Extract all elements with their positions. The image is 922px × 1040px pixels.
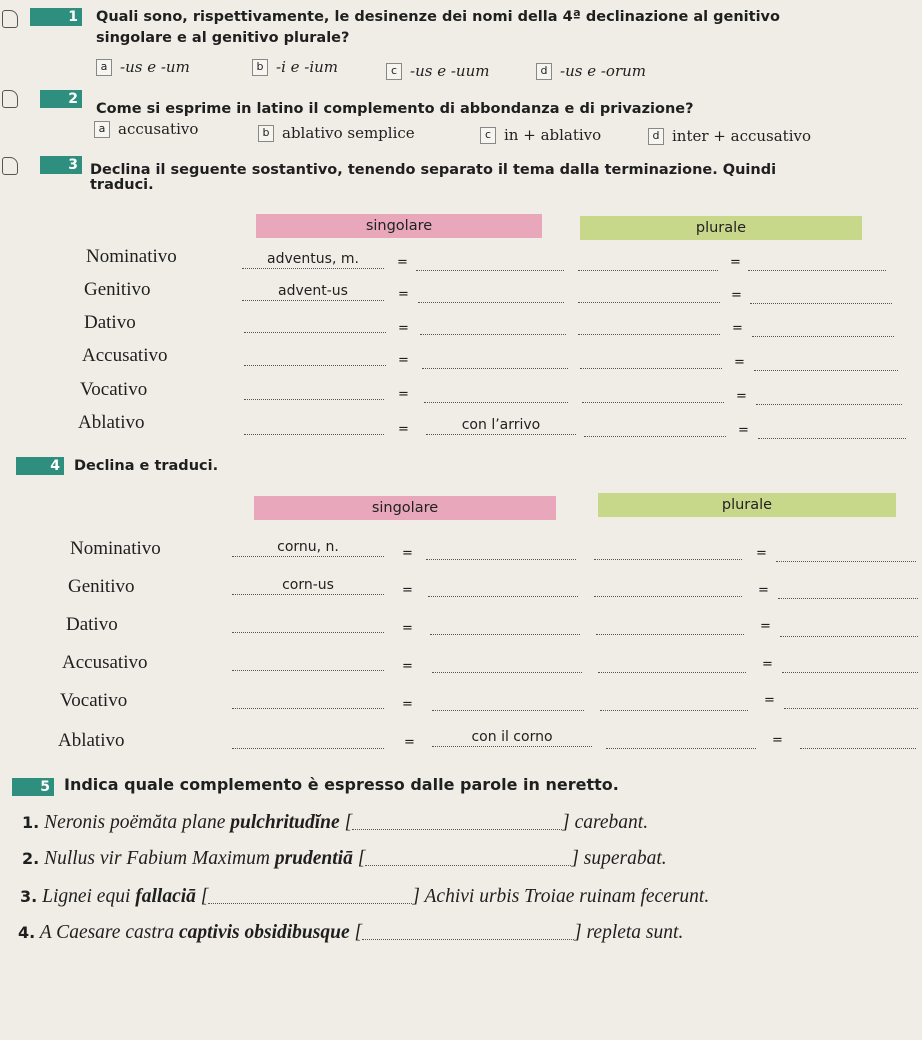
- q2-option-a[interactable]: a accusativo: [94, 120, 198, 138]
- q4-nominativo-translation[interactable]: [426, 541, 576, 560]
- q4-genitivo-plural-latin[interactable]: [594, 578, 742, 597]
- q3-dativo-translation[interactable]: [420, 316, 566, 335]
- q2-option-b[interactable]: b ablativo semplice: [258, 124, 415, 142]
- q3-accusativo-plural-translation[interactable]: [754, 352, 898, 371]
- question-number-3: 3: [40, 156, 82, 174]
- q4-vocativo-translation[interactable]: [432, 692, 584, 711]
- q4-dativo-equals: =: [402, 621, 413, 636]
- question-number-2: 2: [40, 90, 82, 108]
- q3-vocativo-plural-equals: =: [736, 389, 747, 404]
- q4-accusativo-plural-translation[interactable]: [782, 654, 918, 673]
- q4-ablativo-plural-latin[interactable]: [606, 730, 756, 749]
- q1-option-c[interactable]: c -us e -uum: [386, 62, 489, 80]
- q4-case-ablativo: Ablativo: [58, 730, 125, 751]
- q3-accusativo-equals: =: [398, 353, 409, 368]
- q3-case-dativo: Dativo: [84, 312, 136, 333]
- q3-nominativo-latin[interactable]: adventus, m.: [242, 250, 384, 269]
- question-number-1: 1: [30, 8, 82, 26]
- q3-nominativo-translation[interactable]: [416, 252, 564, 271]
- q3-accusativo-translation[interactable]: [422, 350, 568, 369]
- q5-sentence-1: 1. Neronis poëmăta plane pulchritudĭne [ ] carebant.: [22, 812, 649, 833]
- q4-dativo-plural-latin[interactable]: [596, 616, 744, 635]
- question-3-text-line2: traduci.: [90, 177, 154, 193]
- q3-dativo-plural-latin[interactable]: [578, 316, 720, 335]
- q3-case-accusativo: Accusativo: [82, 345, 168, 366]
- q3-ablativo-equals: =: [398, 422, 409, 437]
- q4-case-accusativo: Accusativo: [62, 652, 148, 673]
- q4-ablativo-plural-equals: =: [772, 733, 783, 748]
- q4-genitivo-equals: =: [402, 583, 413, 598]
- q5-answer-2[interactable]: [365, 849, 571, 866]
- question-3-text-line1: Declina il seguente sostantivo, tenendo separato il tema dalla terminazione. Quindi: [90, 162, 777, 178]
- q3-genitivo-equals: =: [398, 287, 409, 302]
- q3-ablativo-translation[interactable]: con l’arrivo: [426, 416, 576, 435]
- q3-ablativo-plural-translation[interactable]: [758, 420, 906, 439]
- q3-case-ablativo: Ablativo: [78, 412, 145, 433]
- q4-genitivo-translation[interactable]: [428, 578, 578, 597]
- q3-genitivo-plural-translation[interactable]: [750, 285, 892, 304]
- q3-case-nominativo: Nominativo: [86, 246, 177, 267]
- q4-nominativo-plural-equals: =: [756, 546, 767, 561]
- q3-vocativo-plural-translation[interactable]: [756, 386, 902, 405]
- q4-accusativo-equals: =: [402, 659, 413, 674]
- q4-ablativo-plural-translation[interactable]: [800, 730, 916, 749]
- q3-ablativo-plural-latin[interactable]: [584, 418, 726, 437]
- question-number-5: 5: [12, 778, 54, 796]
- q4-vocativo-equals: =: [402, 697, 413, 712]
- q4-singular-header: singolare: [254, 496, 556, 520]
- q4-nominativo-plural-latin[interactable]: [594, 541, 742, 560]
- question-4-text: Declina e traduci.: [74, 458, 219, 474]
- question-1-text-line2: singolare e al genitivo plurale?: [96, 30, 350, 46]
- q3-nominativo-plural-equals: =: [730, 255, 741, 270]
- q4-plural-header: plurale: [598, 493, 896, 517]
- q4-case-genitivo: Genitivo: [68, 576, 135, 597]
- q3-accusativo-plural-latin[interactable]: [580, 350, 722, 369]
- q4-dativo-plural-translation[interactable]: [780, 618, 918, 637]
- q3-vocativo-latin[interactable]: [244, 381, 384, 400]
- q4-accusativo-latin[interactable]: [232, 652, 384, 671]
- q3-case-vocativo: Vocativo: [80, 379, 148, 400]
- q3-nominativo-plural-latin[interactable]: [578, 252, 718, 271]
- q4-ablativo-latin[interactable]: [232, 730, 384, 749]
- q4-genitivo-plural-translation[interactable]: [778, 580, 918, 599]
- question-number-4: 4: [16, 457, 64, 475]
- q3-genitivo-plural-equals: =: [731, 288, 742, 303]
- question-1-text-line1: Quali sono, rispettivamente, le desinenze dei nomi della 4ª declinazione al genitivo: [96, 9, 780, 25]
- q5-sentence-2: 2. Nullus vir Fabium Maximum prudentiā [ ] superabat.: [22, 848, 667, 869]
- q3-genitivo-translation[interactable]: [418, 284, 564, 303]
- q3-dativo-latin[interactable]: [244, 314, 386, 333]
- q5-answer-1[interactable]: [352, 813, 562, 830]
- q4-nominativo-plural-translation[interactable]: [776, 543, 916, 562]
- q4-dativo-translation[interactable]: [430, 616, 580, 635]
- exercise-icon: [2, 157, 18, 175]
- q3-vocativo-equals: =: [398, 387, 409, 402]
- q3-accusativo-latin[interactable]: [244, 347, 386, 366]
- q4-nominativo-equals: =: [402, 546, 413, 561]
- q4-nominativo-latin[interactable]: cornu, n.: [232, 538, 384, 557]
- q4-ablativo-equals: =: [404, 735, 415, 750]
- q3-dativo-equals: =: [398, 321, 409, 336]
- q3-singular-header: singolare: [256, 214, 542, 238]
- exercise-icon: [2, 90, 18, 108]
- q4-vocativo-plural-translation[interactable]: [784, 690, 918, 709]
- question-2-text: Come si esprime in latino il complemento di abbondanza e di privazione?: [96, 101, 694, 117]
- q4-vocativo-plural-latin[interactable]: [600, 692, 748, 711]
- q4-genitivo-latin[interactable]: corn-us: [232, 576, 384, 595]
- q1-option-d[interactable]: d -us e -orum: [536, 62, 646, 80]
- q4-accusativo-translation[interactable]: [432, 654, 582, 673]
- q3-dativo-plural-translation[interactable]: [752, 318, 894, 337]
- q5-answer-3[interactable]: [208, 887, 412, 904]
- q2-option-c[interactable]: c in + ablativo: [480, 126, 601, 144]
- q3-genitivo-latin[interactable]: advent-us: [242, 282, 384, 301]
- q4-dativo-latin[interactable]: [232, 614, 384, 633]
- q4-ablativo-translation[interactable]: con il corno: [432, 728, 592, 747]
- q3-ablativo-latin[interactable]: [244, 416, 384, 435]
- q3-ablativo-plural-equals: =: [738, 423, 749, 438]
- q3-dativo-plural-equals: =: [732, 321, 743, 336]
- q4-accusativo-plural-equals: =: [762, 657, 773, 672]
- q4-accusativo-plural-latin[interactable]: [598, 654, 746, 673]
- q4-dativo-plural-equals: =: [760, 619, 771, 634]
- q5-sentence-3: 3. Lignei equi fallaciā [ ] Achivi urbis Troiae ruinam fecerunt.: [20, 886, 710, 907]
- question-5-text: Indica quale complemento è espresso dalle parole in neretto.: [64, 775, 619, 794]
- q4-case-dativo: Dativo: [66, 614, 118, 635]
- q4-vocativo-plural-equals: =: [764, 693, 775, 708]
- exercise-icon: [2, 10, 18, 28]
- q3-plural-header: plurale: [580, 216, 862, 240]
- q3-vocativo-plural-latin[interactable]: [582, 384, 724, 403]
- q2-option-d[interactable]: d inter + accusativo: [648, 127, 811, 145]
- q3-accusativo-plural-equals: =: [734, 355, 745, 370]
- q4-case-vocativo: Vocativo: [60, 690, 128, 711]
- q1-option-a[interactable]: a -us e -um: [96, 58, 190, 76]
- q3-vocativo-translation[interactable]: [424, 384, 568, 403]
- q3-genitivo-plural-latin[interactable]: [578, 284, 720, 303]
- q3-case-genitivo: Genitivo: [84, 279, 151, 300]
- q5-answer-4[interactable]: [362, 923, 574, 940]
- q4-vocativo-latin[interactable]: [232, 690, 384, 709]
- q4-genitivo-plural-equals: =: [758, 583, 769, 598]
- q4-case-nominativo: Nominativo: [70, 538, 161, 559]
- q5-sentence-4: 4. A Caesare castra captivis obsidibusque [ ] repleta sunt.: [18, 922, 684, 943]
- q3-nominativo-plural-translation[interactable]: [748, 252, 886, 271]
- q1-option-b[interactable]: b -i e -ium: [252, 58, 338, 76]
- q3-nominativo-equals: =: [397, 255, 408, 270]
